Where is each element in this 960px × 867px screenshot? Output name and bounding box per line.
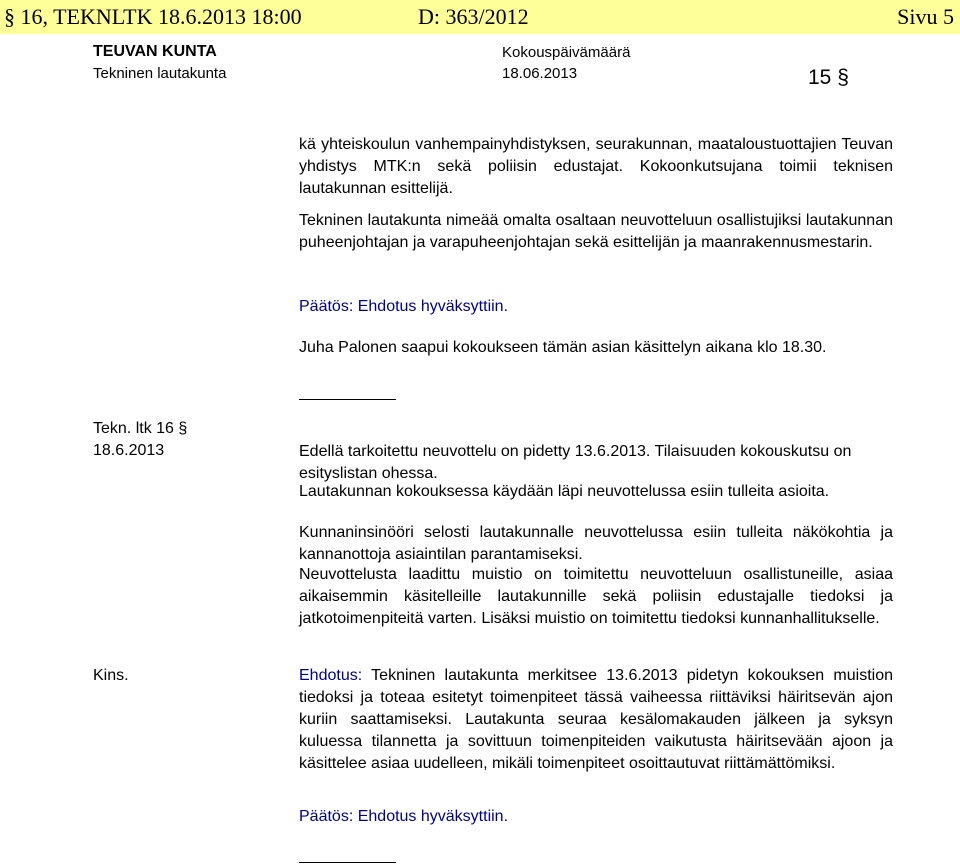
paragraph-participants: kä yhteiskoulun vanhempainyhdistyksen, seurakunnan, maataloustuottajien Teuvan yhdistys MTK:n sekä poliisin edustajat. Kokoonkutsujana toimii teknisen lautakunnan esittelijä.	[299, 136, 893, 197]
decision-text: Ehdotus hyväksyttiin.	[357, 298, 509, 315]
meeting-date-label: Kokouspäivämäärä	[502, 44, 631, 61]
decision-1	[299, 296, 893, 318]
decision-label: Päätös:	[299, 808, 354, 825]
paragraph-memo: Neuvottelusta laadittu muistio on toimitettu neuvotteluun osallistuneille, asiaa aikaisemmin käsitelleille lautakunnille sekä poliisin edustajalle tiedoksi ja jatkotoimenpiteitä varten. Lisäksi muistio on toimitettu tiedoksi kunnanhallitukselle.	[299, 566, 893, 627]
preparer-label: Kins.	[93, 667, 129, 684]
ref-label-line1: Tekn. ltk 16 §	[93, 420, 188, 437]
section-reference: § 16, TEKNLTK 18.6.2013 18:00	[4, 4, 302, 29]
meeting-date: 18.06.2013	[502, 65, 578, 82]
proposal-label: Ehdotus:	[299, 667, 363, 684]
paragraph-meeting-held: Edellä tarkoitettu neuvottelu on pidetty 13.6.2013. Tilaisuuden kokouskutsu on esityslistan ohessa.	[299, 443, 852, 482]
page-number: Sivu 5	[897, 4, 954, 29]
paragraph-arrival-note: Juha Palonen saapui kokoukseen tämän asian käsittelyn aikana klo 18.30.	[299, 339, 827, 356]
decision-label: Päätös:	[299, 298, 354, 315]
diary-number: D: 363/2012	[418, 4, 529, 29]
document-header-bar	[0, 0, 960, 34]
section-divider	[299, 399, 396, 400]
organization-name: TEUVAN KUNTA	[93, 43, 217, 60]
decision-2	[299, 806, 893, 828]
paragraph-review: Lautakunnan kokouksessa käydään läpi neuvottelussa esiin tulleita asioita.	[299, 483, 830, 500]
proposal	[299, 665, 893, 775]
paragraph-nominees: Tekninen lautakunta nimeää omalta osaltaan neuvotteluun osallistujiksi lautakunnan puheenjohtajan ja varapuheenjohtajan sekä esittelijän ja maanrakennusmestarin.	[299, 212, 893, 251]
ref-label-line2: 18.6.2013	[93, 442, 165, 459]
paragraph-engineer-report: Kunnaninsinööri selosti lautakunnalle neuvottelussa esiin tulleita näkökohtia ja kannanottoja asiaintilan parantamiseksi.	[299, 524, 893, 563]
proposal-text: Tekninen lautakunta merkitsee 13.6.2013 pidetyn kokouksen muistion tiedoksi ja toteaa esitetyt toimenpiteet tässä vaiheessa riittäviksi häiritsevän ajon kuriin saattamiseksi. Lautakunta seuraa kesälomakauden jälkeen ja syksyn kuluessa tilannetta ja sovittuun toimenpiteiden vaikutusta häiritsevään ajoon ja käsittelee asiaa uudelleen, mikäli toimenpiteet osoittautuvat riittämättömiksi.	[299, 667, 894, 772]
section-divider	[299, 862, 396, 863]
section-number: 15 §	[808, 66, 849, 89]
decision-text: Ehdotus hyväksyttiin.	[357, 808, 509, 825]
department-name: Tekninen lautakunta	[93, 65, 227, 82]
